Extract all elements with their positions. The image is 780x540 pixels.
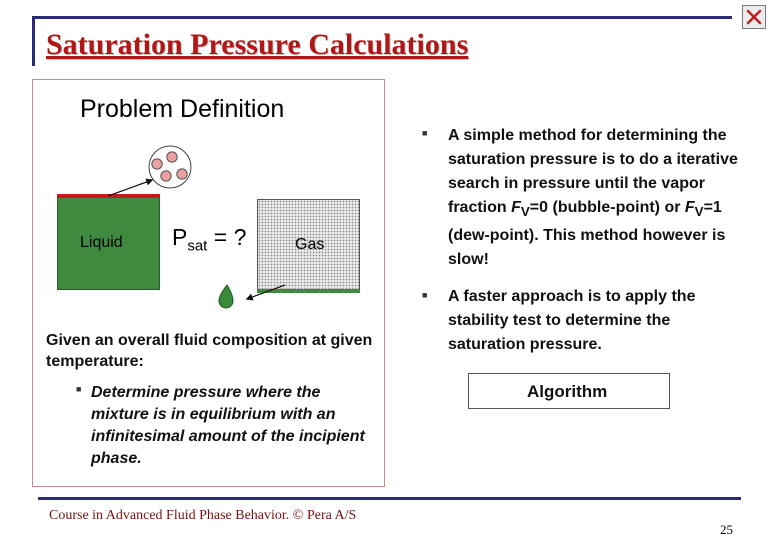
- bullet-marker-2: ■: [422, 290, 428, 300]
- droplet-icon: [219, 285, 233, 308]
- footer-text: Course in Advanced Fluid Phase Behavior. © Pera A/S: [49, 508, 357, 523]
- vapor-arrow-icon: [108, 180, 152, 196]
- liquid-label: Liquid: [80, 234, 123, 251]
- footer-rule: [38, 497, 741, 500]
- molecule-cluster-icon: [149, 146, 191, 188]
- sub-bullet-marker: ■: [76, 384, 82, 394]
- psat-suffix: = ?: [207, 224, 247, 250]
- bullet1-part2: =0 (bubble-point) or: [529, 199, 685, 216]
- page-number: 25: [720, 522, 733, 537]
- algorithm-label: Algorithm: [527, 382, 608, 401]
- slide-title: Saturation Pressure Calculations: [46, 28, 469, 61]
- fv-subscript-2: V: [694, 204, 704, 220]
- bullet-text-1: [448, 124, 744, 272]
- bullet1-part3: =1 (dew-point). This method however is slow!: [448, 199, 726, 269]
- droplet-arrow-icon: [247, 285, 285, 299]
- fv-subscript-1: V: [520, 204, 530, 220]
- bullet-marker-1: ■: [422, 128, 428, 138]
- problem-title: Problem Definition: [80, 95, 285, 123]
- fv-symbol-2: F: [684, 199, 695, 216]
- gas-label: Gas: [295, 236, 325, 253]
- bullet1-part1: A simple method for determining the saturation pressure is to do a iterative search in pressure until the vapor fraction: [448, 127, 738, 216]
- bullet-text-2: A faster approach is to apply the stability test to determine the saturation pressure.: [448, 288, 696, 353]
- psat-symbol: P: [172, 224, 188, 250]
- psat-subscript: sat: [187, 237, 208, 255]
- determine-text: Determine pressure where the mixture is in equilibrium with an infinitesimal amount of the incipient phase.: [91, 384, 365, 467]
- given-text: Given an overall fluid composition at given temperature:: [46, 332, 373, 370]
- fv-symbol-1: F: [511, 199, 521, 216]
